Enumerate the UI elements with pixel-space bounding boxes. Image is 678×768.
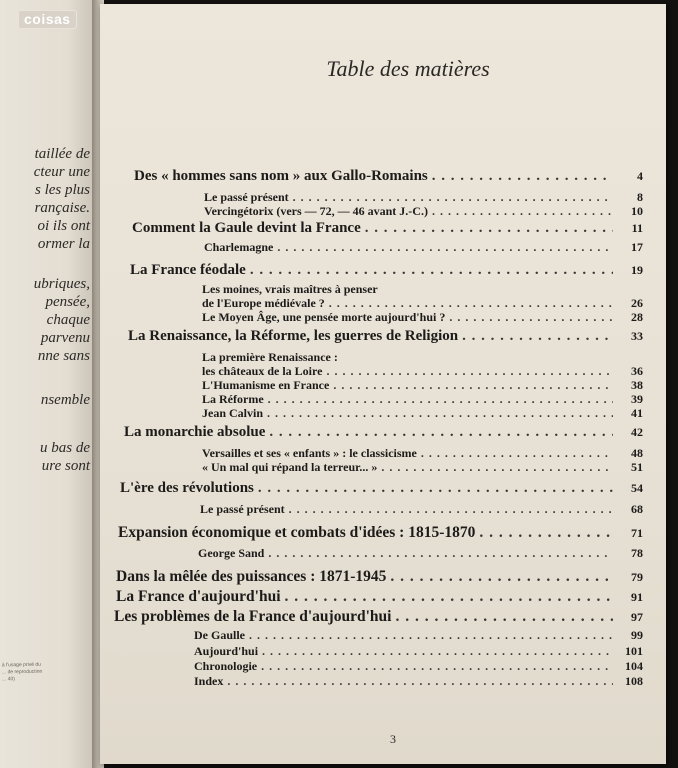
left-page-text-line: ure sont xyxy=(41,458,90,474)
toc-page-number: 48 xyxy=(631,446,643,460)
toc-page-number: 38 xyxy=(631,378,643,392)
toc-subentry-label: De Gaulle xyxy=(194,628,245,642)
toc-section xyxy=(124,424,643,441)
toc-subentry xyxy=(202,378,643,393)
left-page-text-line: cteur une xyxy=(33,164,90,180)
left-page-text-line: oi ils ont xyxy=(37,218,90,234)
toc-section xyxy=(130,262,643,279)
legal-note: à l'usage privé du ... de reproduction ... 40) xyxy=(1,661,43,683)
toc-page-number: 99 xyxy=(631,628,643,642)
toc-page-number: 42 xyxy=(631,425,643,439)
toc-subentry-label: les châteaux de la Loire xyxy=(202,364,323,378)
left-page-text-line: rançaise. xyxy=(34,200,90,216)
toc-subentry-label: Le Moyen Âge, une pensée morte aujourd'hui ? xyxy=(202,310,446,324)
toc-leader-dots xyxy=(329,296,613,311)
toc-section xyxy=(116,568,643,586)
right-page xyxy=(100,4,666,764)
toc-section-label: Expansion économique et combats d'idées : 1815-1870 xyxy=(118,524,476,541)
toc-subentry xyxy=(204,190,643,205)
toc-page-number: 10 xyxy=(631,204,643,218)
toc-section-label: Comment la Gaule devint la France xyxy=(132,220,361,236)
toc-subentry xyxy=(198,546,643,561)
toc-section-label: Des « hommes sans nom » aux Gallo-Romains xyxy=(134,168,428,184)
toc-leader-dots xyxy=(277,240,613,255)
toc-page-number: 101 xyxy=(625,644,643,658)
toc-leader-dots xyxy=(285,588,614,606)
left-page-text-line: chaque xyxy=(46,312,90,328)
toc-subentry xyxy=(202,296,643,311)
toc-leader-dots xyxy=(449,310,613,325)
toc-leader-dots xyxy=(462,328,613,345)
toc-section xyxy=(116,588,643,606)
toc-subentry-label: La Réforme xyxy=(202,392,264,406)
toc-subentry xyxy=(202,460,643,475)
toc-subentry xyxy=(202,446,643,461)
toc-subentry-label: Index xyxy=(194,674,224,688)
toc-page-number: 108 xyxy=(625,674,643,688)
toc-leader-dots xyxy=(293,190,613,205)
toc-leader-dots xyxy=(432,204,613,219)
toc-page-number: 39 xyxy=(631,392,643,406)
toc-page-number: 54 xyxy=(631,481,643,495)
toc-page-number: 91 xyxy=(631,590,643,604)
toc-subentry xyxy=(200,502,643,517)
toc-subentry xyxy=(194,659,643,674)
left-page-text-line: nsemble xyxy=(40,392,90,408)
toc-subentry-label: Le passé présent xyxy=(200,502,285,516)
toc-leader-dots xyxy=(249,628,613,643)
toc-leader-dots xyxy=(333,378,613,393)
left-page-text-line: nne sans xyxy=(37,348,90,364)
toc-leader-dots xyxy=(381,460,613,475)
page-number: 3 xyxy=(390,732,396,746)
toc-leader-dots xyxy=(395,608,613,626)
toc-section xyxy=(134,168,643,185)
toc-leader-dots xyxy=(289,502,613,517)
toc-leader-dots xyxy=(268,392,613,407)
toc-page-number: 97 xyxy=(631,610,643,624)
toc-page-number: 19 xyxy=(631,263,643,277)
toc-subentry xyxy=(202,364,643,379)
toc-subentry-label: Charlemagne xyxy=(204,240,274,254)
toc-subentry xyxy=(202,310,643,325)
toc-subentry xyxy=(202,406,643,421)
toc-subentry xyxy=(202,392,643,407)
toc-subentry xyxy=(202,282,643,297)
toc-section xyxy=(114,608,643,626)
toc-leader-dots xyxy=(479,524,613,542)
toc-subentry-label: Jean Calvin xyxy=(202,406,264,420)
toc-section-label: La Renaissance, la Réforme, les guerres de Religion xyxy=(128,328,459,344)
toc-page-number: 68 xyxy=(631,502,643,516)
toc-leader-dots xyxy=(326,364,613,379)
toc-page-number: 17 xyxy=(631,240,643,254)
toc-page-number: 36 xyxy=(631,364,643,378)
toc-subentry-label: George Sand xyxy=(198,546,265,560)
left-page-text-line: ormer la xyxy=(37,236,90,252)
toc-section-label: La monarchie absolue xyxy=(124,424,266,440)
toc-subentry xyxy=(204,204,643,219)
left-page-text-line: s les plus xyxy=(34,182,90,198)
toc-page-number: 4 xyxy=(637,169,643,183)
toc-leader-dots xyxy=(261,659,613,674)
toc-section xyxy=(132,220,643,237)
toc-subentry-label: Chronologie xyxy=(194,659,258,673)
toc-page-number: 41 xyxy=(631,406,643,420)
toc-subentry xyxy=(194,674,643,689)
toc-subentry-label: La première Renaissance : xyxy=(202,350,338,364)
left-page-text-line: parvenu xyxy=(40,330,90,346)
toc-section-label: Dans la mêlée des puissances : 1871-1945 xyxy=(116,568,387,585)
toc-subentry-label: Aujourd'hui xyxy=(194,644,259,658)
left-page xyxy=(0,0,96,768)
toc-leader-dots xyxy=(250,262,613,279)
toc-leader-dots xyxy=(268,546,613,561)
toc-page-number: 33 xyxy=(631,329,643,343)
toc-page-number: 28 xyxy=(631,310,643,324)
toc-section xyxy=(118,524,643,542)
watermark-logo: coisas xyxy=(18,10,77,29)
toc-section-label: L'ère des révolutions xyxy=(120,480,254,496)
toc-page-number: 71 xyxy=(631,526,643,540)
toc-leader-dots xyxy=(258,480,613,497)
toc-subentry xyxy=(194,644,643,659)
toc-leader-dots xyxy=(227,674,613,689)
left-page-text-line: ubriques, xyxy=(33,276,90,292)
left-page-text-line: pensée, xyxy=(45,294,90,310)
toc-subentry-label: L'Humanisme en France xyxy=(202,378,330,392)
toc-section-label: Les problèmes de la France d'aujourd'hui xyxy=(114,608,392,625)
toc-subentry-label: de l'Europe médiévale ? xyxy=(202,296,325,310)
page-title: Table des matières xyxy=(326,56,490,81)
toc-subentry xyxy=(194,628,643,643)
toc-subentry-label: Versailles et ses « enfants » : le classicisme xyxy=(202,446,417,460)
toc-section xyxy=(120,480,643,497)
toc-page-number: 11 xyxy=(631,221,643,235)
toc-subentry xyxy=(202,350,643,365)
toc-leader-dots xyxy=(432,168,613,185)
toc-leader-dots xyxy=(421,446,613,461)
toc-leader-dots xyxy=(390,568,613,586)
toc-leader-dots xyxy=(267,406,613,421)
toc-page-number: 26 xyxy=(631,296,643,310)
toc-leader-dots xyxy=(269,424,613,441)
toc-subentry-label: Le passé présent xyxy=(204,190,289,204)
toc-section-label: La France d'aujourd'hui xyxy=(116,588,281,605)
toc-leader-dots xyxy=(365,220,613,237)
toc-subentry-label: « Un mal qui répand la terreur... » xyxy=(202,460,378,474)
toc-page-number: 79 xyxy=(631,570,643,584)
toc-leader-dots xyxy=(262,644,613,659)
toc-subentry-label: Les moines, vrais maîtres à penser xyxy=(202,282,378,296)
toc-section xyxy=(128,328,643,345)
toc-page-number: 78 xyxy=(631,546,643,560)
toc-subentry-label: Vercingétorix (vers — 72, — 46 avant J.-C.) xyxy=(204,204,428,218)
toc-subentry xyxy=(204,240,643,255)
left-page-text-line: u bas de xyxy=(40,440,90,456)
left-page-text-line: taillée de xyxy=(34,146,90,162)
toc-page-number: 51 xyxy=(631,460,643,474)
toc-page-number: 8 xyxy=(637,190,643,204)
toc-page-number: 104 xyxy=(625,659,643,673)
toc-section-label: La France féodale xyxy=(130,262,246,278)
